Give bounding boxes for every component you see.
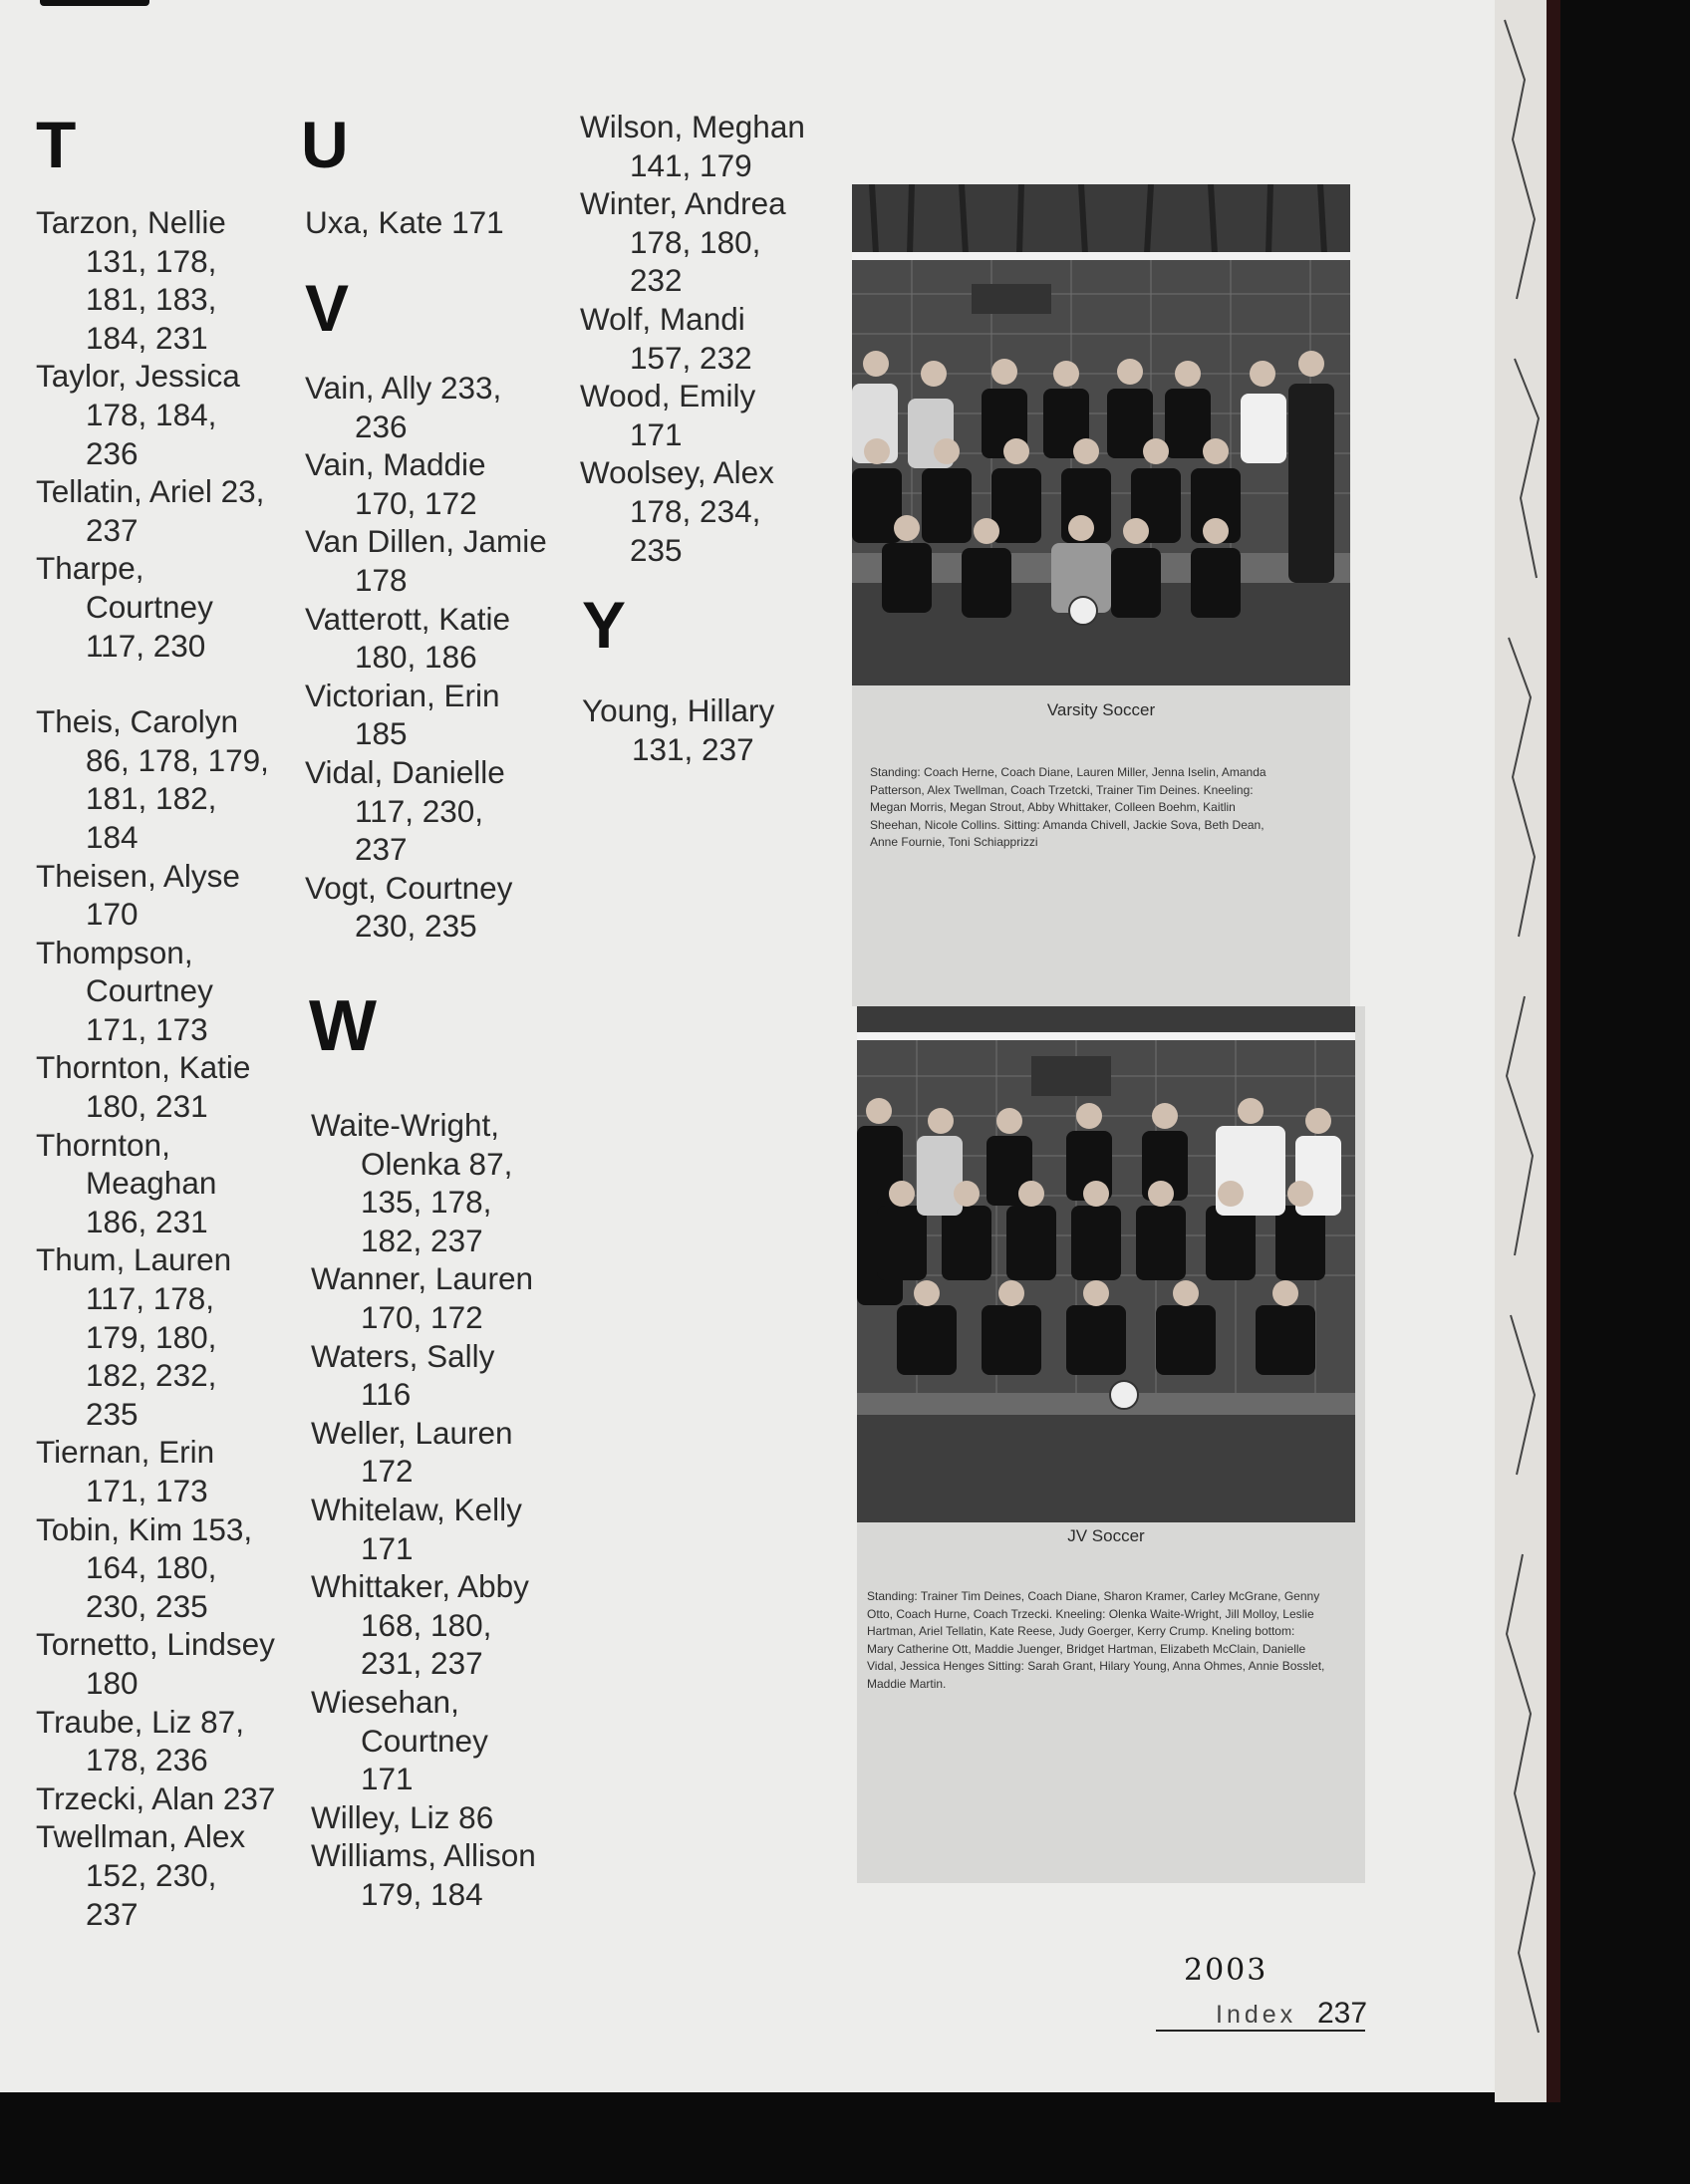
varsity-credits: Standing: Coach Herne, Coach Diane, Lauren Miller, Jenna Iselin, Amanda Patterson, Alex Twellman, Coach Trzetcki, Trainer Tim Deines. Kneeling: Megan Morris, Megan Strout, Abby Whittaker, Colleen Boehm, Kaitlin Sheehan, Nicole Collins. Sitting: Amanda Chivell, Jackie Sova, Beth Dean, Anne Fournie, Toni Schiapprizzi <box>870 765 1267 850</box>
spacer <box>36 665 295 702</box>
index-entry: Uxa, Kate 171 <box>305 204 504 240</box>
index-entry: Van Dillen, Jamie 178 <box>305 523 547 598</box>
page-number: 237 <box>1317 1997 1368 2030</box>
index-entry: Wolf, Mandi 157, 232 <box>580 300 752 376</box>
section-letter-t: T <box>36 108 77 181</box>
index-entry: Theisen, Alyse 170 <box>36 857 240 933</box>
varsity-soccer-photo-card <box>852 184 1350 1006</box>
index-entry: Vain, Ally 233, 236 <box>305 370 502 444</box>
varsity-caption: Varsity Soccer <box>1046 700 1156 719</box>
index-entry: Tellatin, Ariel 23, 237 <box>36 473 265 548</box>
index-entry: Tornetto, Lindsey 180 <box>36 1626 275 1701</box>
folio-rule <box>1156 2030 1365 2032</box>
index-column-t <box>36 203 295 1933</box>
index-entry: Traube, Liz 87, 178, 236 <box>36 1703 244 1778</box>
index-entry: Thornton, Katie 180, 231 <box>36 1049 251 1125</box>
index-entry: Tiernan, Erin 171, 173 <box>36 1434 215 1508</box>
index-entry: Thum, Lauren 117, 178, 179, 180, 182, 232, 235 <box>36 1241 232 1432</box>
index-entry: Wood, Emily 171 <box>580 378 756 452</box>
jv-team-photo <box>857 1006 1355 1522</box>
index-entry: Wiesehan, Courtney 171 <box>311 1683 488 1797</box>
index-column-y <box>582 691 841 768</box>
top-edge-mark <box>40 0 149 6</box>
index-entry: Vogt, Courtney 230, 235 <box>305 869 513 945</box>
section-letter-w: W <box>309 986 377 1066</box>
index-entry: Vidal, Danielle 117, 230, 237 <box>305 753 505 868</box>
index-entry: Weller, Lauren 172 <box>311 1414 513 1490</box>
varsity-team-photo <box>852 184 1350 685</box>
index-entry: Taylor, Jessica 178, 184, 236 <box>36 358 240 471</box>
index-column-w-continued <box>580 108 839 569</box>
index-entry: Whitelaw, Kelly 171 <box>311 1491 522 1566</box>
sketch-decoration <box>1495 0 1547 2102</box>
adjacent-page-edge <box>1495 0 1547 2102</box>
index-entry: Whittaker, Abby 168, 180, 231, 237 <box>311 1568 529 1682</box>
index-entry: Twellman, Alex 152, 230, 237 <box>36 1818 246 1932</box>
jv-soccer-photo-card <box>857 1006 1365 1883</box>
index-entry: Williams, Allison 179, 184 <box>311 1837 536 1912</box>
index-entry: Young, Hillary 131, 237 <box>582 692 775 767</box>
jv-caption: JV Soccer <box>1067 1526 1145 1545</box>
index-entry: Wilson, Meghan 141, 179 <box>580 109 805 183</box>
index-entry: Winter, Andrea 178, 180, 232 <box>580 185 786 299</box>
index-entry: Waite-Wright, Olenka 87, 135, 178, 182, 237 <box>311 1107 513 1258</box>
index-entry: Vain, Maddie 170, 172 <box>305 446 486 521</box>
index-column-v <box>305 369 574 946</box>
index-entry: Woolsey, Alex 178, 234, 235 <box>580 454 774 568</box>
section-letter-v: V <box>305 271 350 345</box>
index-entry: Tarzon, Nellie 131, 178, 181, 183, 184, 231 <box>36 204 226 356</box>
book-spine <box>1547 0 1560 2102</box>
index-entry: Wanner, Lauren 170, 172 <box>311 1260 533 1335</box>
section-letter-u: U <box>301 108 349 181</box>
yearbook-year: 2003 <box>1184 1953 1268 1988</box>
index-entry: Thompson, Courtney 171, 173 <box>36 934 213 1047</box>
index-entry: Theis, Carolyn 86, 178, 179, 181, 182, 184 <box>36 703 269 855</box>
index-entry: Waters, Sally 116 <box>311 1337 495 1413</box>
index-entry: Tharpe, Courtney 117, 230 <box>36 550 213 664</box>
index-entry: Tobin, Kim 153, 164, 180, 230, 235 <box>36 1510 253 1624</box>
index-entry: Trzecki, Alan 237 <box>36 1779 276 1816</box>
section-letter-y: Y <box>582 588 627 662</box>
index-column-w <box>311 1106 580 1913</box>
index-entry: Willey, Liz 86 <box>311 1798 494 1835</box>
index-entry: Vatterott, Katie 180, 186 <box>305 600 511 676</box>
jv-credits: Standing: Trainer Tim Deines, Coach Diane, Sharon Kramer, Carley McGrane, Genny Otto, Coach Hurne, Coach Trzecki. Kneeling: Olenka Waite-Wright, Jill Molloy, Leslie Hartman, Ariel Tellatin, Kate Reese, Judy Goerger, Kerry Crump. Kneling bottom: Mary Catherine Ott, Maddie Juenger, Bridget Hartman, Elizabeth McClain, Danielle Vidal, Jessica Henges Sitting: Sarah Grant, Hilary Young, Anna Ohmes, Annie Bosslet, Maddie Martin. <box>867 1589 1325 1691</box>
folio-section-label: Index <box>1216 2001 1297 2029</box>
index-entry: Victorian, Erin 185 <box>305 677 500 752</box>
index-entry: Thornton, Meaghan 186, 231 <box>36 1126 217 1239</box>
index-column-u <box>305 203 574 242</box>
